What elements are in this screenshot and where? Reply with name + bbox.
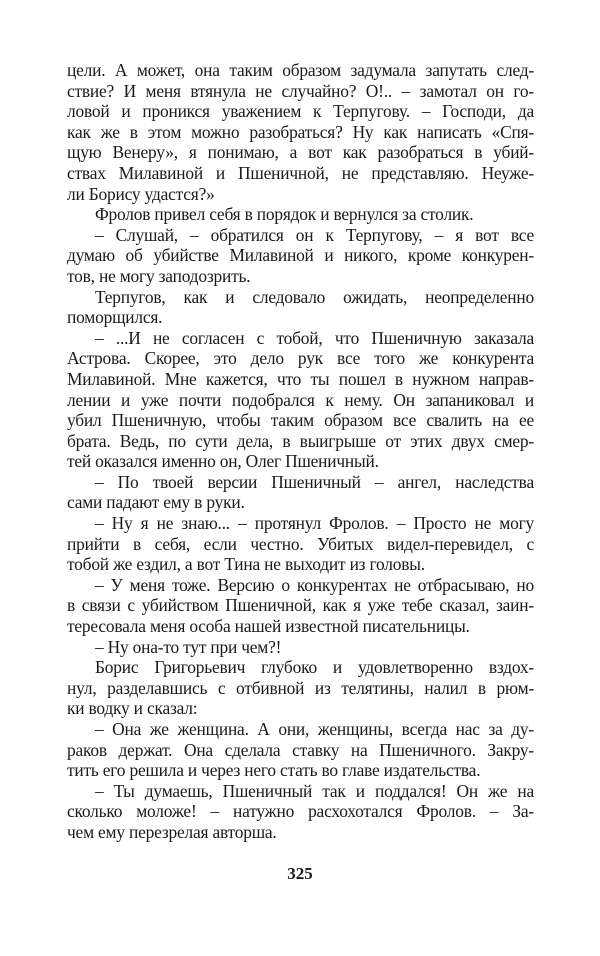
paragraph bbox=[67, 513, 534, 575]
paragraph bbox=[67, 204, 534, 225]
text-line: Борис Григорьевич глубоко и удовлетворенно вздох- bbox=[95, 657, 534, 678]
text-line: чем ему перезрелая авторша. bbox=[67, 821, 277, 842]
text-line: – Она же женщина. А они, женщины, всегда нас за ду- bbox=[95, 719, 534, 739]
text-line: тобой же ездил, а вот Тина не выходит из головы. bbox=[67, 554, 425, 575]
paragraph bbox=[67, 60, 534, 204]
paragraph bbox=[67, 328, 534, 472]
paragraph bbox=[67, 637, 534, 658]
text-line: раков держат. Она сделала ставку на Пшеничного. Закру- bbox=[67, 739, 534, 760]
paragraph bbox=[67, 472, 534, 513]
text-line: – Ну она-то тут при чем?! bbox=[95, 636, 282, 657]
text-line: нул, разделавшись с отбивной из телятины, налил в рюм- bbox=[67, 677, 534, 698]
paragraph bbox=[67, 225, 534, 287]
text-line: ствие? И меня втянула не случайно? О!.. – замотал он го- bbox=[67, 80, 534, 101]
text-line: брата. Ведь, по сути дела, в выигрыше от этих двух смер- bbox=[67, 430, 534, 451]
paragraph bbox=[67, 287, 534, 328]
text-line: – ...И не согласен с тобой, что Пшеничную заказала bbox=[95, 327, 534, 348]
text-line: в связи с убийством Пшеничной, как я уже тебе сказал, заин- bbox=[67, 595, 534, 616]
text-line: сами падают ему в руки. bbox=[67, 492, 245, 513]
text-line: поморщился. bbox=[67, 307, 163, 328]
text-line: – Ты думаешь, Пшеничный так и поддался! Он же на bbox=[95, 780, 534, 801]
paragraph bbox=[67, 575, 534, 637]
text-line: ловой и проникся уважением к Терпугову. – Господи, да bbox=[67, 101, 534, 122]
paragraph bbox=[67, 719, 534, 781]
text-line: – Ну я не знаю... – протянул Фролов. – Просто не могу bbox=[95, 513, 534, 534]
text-line: Терпугов, как и следовало ожидать, неопределенно bbox=[95, 286, 534, 307]
paragraph bbox=[67, 657, 534, 719]
text-line: убил Пшеничную, чтобы таким образом все свалить на ее bbox=[67, 410, 534, 431]
text-line: тей оказался именно он, Олег Пшеничный. bbox=[67, 451, 379, 472]
text-line: Фролов привел себя в порядок и вернулся за столик. bbox=[95, 204, 474, 225]
text-line: – По твоей версии Пшеничный – ангел, наследства bbox=[95, 471, 534, 492]
text-line: – У меня тоже. Версию о конкурентах не отбрасываю, но bbox=[95, 574, 534, 595]
paragraph bbox=[67, 781, 534, 843]
text-line: Астрова. Скорее, это дело рук все того же конкурента bbox=[67, 348, 534, 369]
text-line: лении и уже почти подобрался к нему. Он запаниковал и bbox=[67, 389, 534, 410]
text-line: думаю об убийстве Милавиной и никого, кроме конкурен- bbox=[67, 245, 534, 266]
text-line: – Слушай, – обратился он к Терпугову, – я вот все bbox=[95, 224, 534, 245]
text-line: прийти в себя, если честно. Убитых видел-перевидел, с bbox=[67, 533, 534, 554]
page-number: 325 bbox=[287, 864, 313, 883]
text-line: ки водку и сказал: bbox=[67, 698, 198, 719]
page-body bbox=[67, 60, 534, 843]
text-line: щую Венеру», я понимаю, а вот как разобраться в убий- bbox=[67, 142, 534, 163]
text-line: сколько моложе! – натужно расхохотался Фролов. – За- bbox=[67, 801, 534, 822]
text-line: ствах Милавиной и Пшеничной, не представляю. Неуже- bbox=[67, 162, 534, 183]
text-line: тить его решила и через него стать во главе издательства. bbox=[67, 760, 481, 781]
text-line: как же в этом можно разобраться? Ну как написать «Спя- bbox=[67, 121, 534, 142]
text-line: тересовала меня особа нашей известной писательницы. bbox=[67, 616, 470, 637]
text-line: цели. А может, она таким образом задумала запутать след- bbox=[67, 60, 534, 80]
text-line: ли Борису удастся?» bbox=[67, 183, 215, 204]
text-line: тов, не могу заподозрить. bbox=[67, 265, 251, 286]
text-line: Милавиной. Мне кажется, что ты пошел в нужном направ- bbox=[67, 368, 534, 389]
